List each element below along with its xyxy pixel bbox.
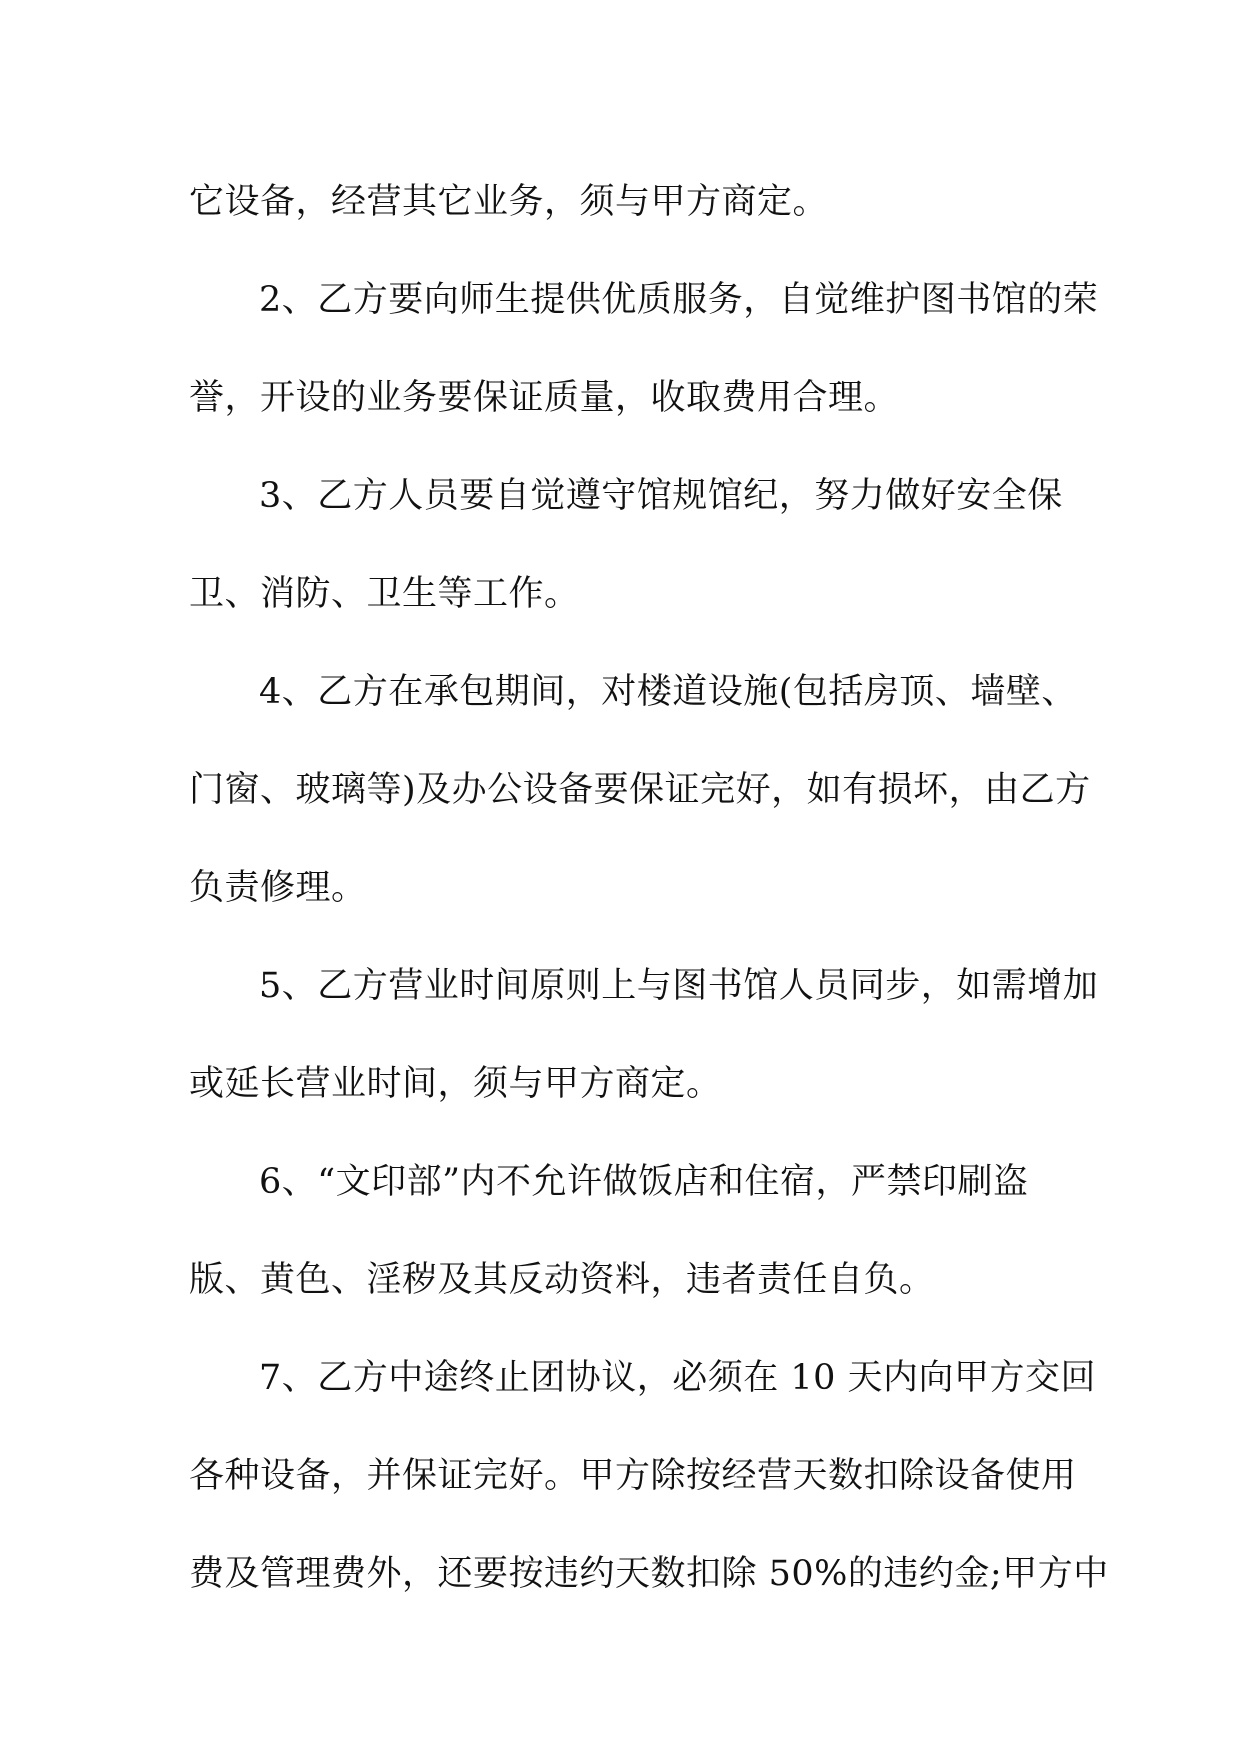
text-line-1: 它设备，经营其它业务，须与甲方商定。 [189, 182, 829, 222]
clause-2-line-2: 誉，开设的业务要保证质量，收取费用合理。 [189, 378, 900, 418]
clause-5-line-1: 5、乙方营业时间原则上与图书馆人员同步，如需增加 [259, 966, 1099, 1006]
clause-6-line-2: 版、黄色、淫秽及其反动资料，违者责任自负。 [189, 1260, 935, 1300]
clause-4-line-1: 4、乙方在承包期间，对楼道设施(包括房顶、墙壁、 [259, 672, 1077, 712]
clause-2-line-1: 2、乙方要向师生提供优质服务，自觉维护图书馆的荣 [259, 280, 1099, 320]
clause-3-line-2: 卫、消防、卫生等工作。 [189, 574, 580, 614]
clause-7-line-3: 费及管理费外，还要按违约天数扣除 50%的违约金;甲方中 [189, 1554, 1109, 1594]
clause-6-line-1: 6、“文印部”内不允许做饭店和住宿，严禁印刷盗 [259, 1162, 1029, 1202]
clause-7-line-1: 7、乙方中途终止团协议，必须在 10 天内向甲方交回 [259, 1358, 1097, 1398]
clause-3-line-1: 3、乙方人员要自觉遵守馆规馆纪，努力做好安全保 [259, 476, 1063, 516]
clause-4-line-3: 负责修理。 [189, 868, 367, 908]
clause-7-line-2: 各种设备，并保证完好。甲方除按经营天数扣除设备使用 [189, 1456, 1077, 1496]
clause-5-line-2: 或延长营业时间，须与甲方商定。 [189, 1064, 722, 1104]
clause-4-line-2: 门窗、玻璃等)及办公设备要保证完好，如有损坏，由乙方 [189, 770, 1091, 810]
